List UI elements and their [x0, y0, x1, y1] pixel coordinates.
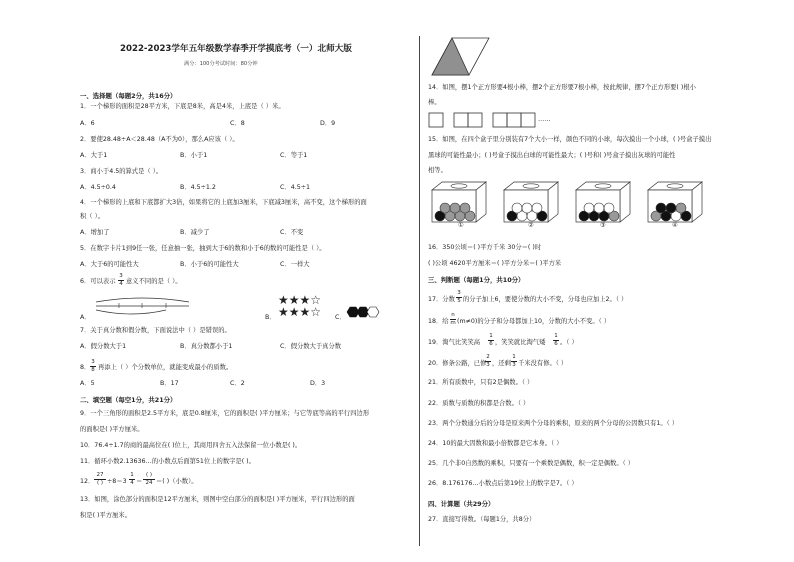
q2-option-b: B．小于1 [180, 152, 208, 159]
q3-option-b: B．4.5÷1.2 [180, 184, 216, 191]
q12-fraction2-numerator: 1 [130, 472, 134, 478]
section-judge-header: 三、判断题（每题1分，共10分） [428, 276, 525, 284]
question-5: 5．在数字卡片1到9任一张，任意抽一张，抽到大于6的数和小于6的数的可能性是（ ）。 [80, 245, 326, 252]
q20-fraction1-numerator: 2 [486, 354, 490, 360]
ball [676, 203, 686, 213]
q4-option-b: B．减少了 [180, 229, 210, 236]
ball [440, 203, 450, 213]
q7-option-b: B．真分数都小于1 [180, 343, 233, 350]
q2-option-c: C．等于1 [280, 152, 308, 159]
question-23: 23．两个分数通分后的分母是原来两个分母的乘积，原来的两个分母的公因数只有1。（ ） [428, 420, 679, 427]
question-20-prefix: 20．修条公路，已修 [428, 360, 487, 367]
question-6-suffix: 意义不同的是（ ）。 [126, 278, 182, 285]
question-24: 24．10的最大因数和最小倍数都是它本身。（ ） [428, 440, 563, 447]
q20-fraction2-denominator: 3 [512, 362, 516, 368]
question-15-line1: 15．如图，在四个盒子里分别装有7个大小一样，颜色不同的小球，每次摸出一个小球，( )号盒子摸出 [428, 136, 712, 143]
q19-fraction1-numerator: 1 [489, 333, 493, 339]
q1-option-c: C．8 [230, 120, 245, 127]
q6-fraction-denominator: 4 [119, 281, 123, 287]
exam-title: 2022-2023学年五年级数学春季开学摸底考（一）北师大版 [120, 44, 352, 54]
q12-fraction2-denominator: 4 [130, 480, 134, 486]
q6-fraction-numerator: 3 [119, 273, 123, 279]
q6-option-b-label: B． [265, 314, 276, 321]
question-14: 14．如图，摆1个正方形要4根小棒，摆2个正方形要7根小棒，按此规律，摆7个正方形要( )根小 [428, 84, 696, 91]
q12-part-d: ＝( )（小数）。 [156, 478, 198, 485]
question-15-line3: 相等。 [428, 167, 447, 174]
ball [460, 203, 470, 213]
q19-fraction2-denominator: 6 [554, 341, 558, 347]
q8-fraction-denominator: 8 [91, 367, 95, 373]
q5-option-b: B．小于6的可能性大 [180, 261, 239, 268]
question-9-line1: 9．一个三角形的面积是2.5平方米，底是0.8厘米，它的面积是( )平方厘米；与它等底等高的平行四边形 [80, 410, 370, 417]
q17-fraction-numerator: 3 [457, 290, 461, 296]
question-19-middle: ，笑笑就比淘气矮 [495, 339, 546, 346]
q8-option-a: A．5 [80, 380, 95, 387]
question-18-prefix: 18．给 [428, 318, 449, 325]
question-19-suffix: 。（ ） [560, 339, 578, 346]
question-3: 3．商小于4.5的算式是（ ）。 [80, 168, 163, 175]
question-15-line2: 黑球的可能性最小；( )号盒子摸出白球的可能性最大；( )号和( )号盒子摸出灰球的可能性 [428, 152, 676, 159]
question-2: 2．要使28.48÷A＜28.48（A不为0），那么A应该（ ）。 [80, 136, 239, 143]
question-7: 7．关于真分数和假分数，下面说法中（ ）是错误的。 [80, 327, 231, 334]
question-16-line2: ( )公顷 4620平方厘米＝( )平方分米＝( )平方米 [428, 260, 562, 267]
question-12-number: 12． [80, 478, 95, 485]
q4-option-a: A．增加了 [80, 229, 110, 236]
question-4-line1: 4．一个梯形的上底和下底都扩大3倍，如果将它的上底加3厘米，下底减3厘米，高不变，这个梯形的面 [80, 199, 367, 206]
question-25: 25．几个非0自然数的乘积，只要有一个乘数是偶数，积一定是偶数。（ ） [428, 460, 635, 467]
q18-fraction-numerator: n [451, 312, 455, 318]
question-21: 21．所有质数中，只有2是偶数。（ ） [428, 379, 534, 386]
box-4-label: ④ [672, 222, 678, 229]
q8-fraction-numerator: 3 [91, 359, 95, 365]
ball [666, 203, 676, 213]
q6-option-b-stars-top: ★★★☆ [278, 293, 322, 307]
section-choice-header: 一、选择题（每题2分，共16分） [80, 92, 177, 100]
q20-fraction2-numerator: 1 [512, 354, 516, 360]
q19-fraction1-denominator: 6 [489, 341, 493, 347]
q8-option-c: C．2 [230, 380, 245, 387]
question-26: 26．8.176176…小数点后第19位上的数字是7。（ ） [428, 480, 578, 487]
q6-option-a-bracket-figure [94, 296, 194, 320]
q2-option-a: A．大于1 [80, 152, 108, 159]
question-18-text: (m≠0)的分子和分母都加上10，分数的大小不变。（ ） [457, 318, 611, 325]
q18-fraction-denominator: m [450, 320, 456, 326]
q14-ellipsis: …… [538, 116, 551, 123]
question-17-prefix: 17．分数 [428, 296, 455, 303]
ball-box-4 [648, 182, 702, 222]
q12-fraction1-denominator: ( ) [96, 480, 104, 486]
q8-option-b: B．17 [160, 380, 179, 387]
ball-box-2 [504, 182, 558, 222]
question-14-cont: 棒。 [428, 99, 441, 106]
ball [594, 203, 604, 213]
q7-option-c: C．假分数大于真分数 [280, 343, 342, 350]
q14-matchstick-squares-figure [428, 112, 548, 130]
ball [584, 203, 594, 213]
q12-part-c: ＝ [136, 478, 143, 485]
ball-box-1 [432, 182, 486, 222]
q12-part-b: ÷8＝3 [107, 478, 127, 485]
question-8-number: 8． [80, 364, 91, 371]
question-13-line1: 13．如图，涂色部分的面积是12平方厘米，则图中空白部分的面积是( )平方厘米，平行四边形的面 [80, 496, 355, 503]
question-19-prefix: 19．淘气比笑笑高 [428, 339, 481, 346]
ball [656, 203, 666, 213]
q13-parallelogram-figure [430, 36, 492, 78]
q3-option-c: C．4.5÷1 [280, 184, 310, 191]
question-20-middle: ，还剩 [492, 360, 511, 367]
question-1: 1．一个梯形的面积是28平方米，下底是8米，高是4米，上底是（ ）米。 [80, 103, 285, 110]
question-8-text: 再添上（ ）个分数单位，就能变成最小的质数。 [98, 364, 233, 371]
question-6-prefix: 6．可以表示 [80, 278, 116, 285]
question-4-line2: 积（ ）。 [80, 213, 105, 220]
section-fill-header: 二、填空题（每空1分，共21分） [80, 396, 177, 404]
exam-subtitle: 满分：100分考试时间：80分钟 [184, 61, 258, 67]
q19-fraction2-numerator: 1 [554, 333, 558, 339]
question-13-line2: 积是( )平方厘米。 [80, 512, 131, 519]
q8-option-d: D．3 [310, 380, 326, 387]
box-3-label: ③ [600, 222, 606, 229]
q17-fraction-denominator: 5 [457, 298, 461, 304]
q6-option-c-label: C． [335, 314, 346, 321]
q1-option-d: D．9 [320, 120, 336, 127]
question-27: 27．直接写得数。（每题1分，共8分） [428, 516, 536, 523]
q12-fraction3-numerator: ( ) [145, 472, 153, 478]
ball [512, 203, 522, 213]
box-1-label: ① [458, 222, 464, 229]
question-10: 10．76.4÷1.7的商的最高位在( )位上，其商用四舍五入法保留一位小数是( )。 [80, 442, 302, 449]
question-11: 11．循环小数2.13636…的小数点后面第51位上的数字是( )。 [80, 458, 255, 465]
q6-option-c-hexagons-figure [345, 305, 381, 321]
q4-option-c: C．不变 [280, 229, 304, 236]
section-calc-header: 四、计算题（共29分） [428, 500, 495, 508]
q5-option-c: C．一样大 [280, 261, 310, 268]
q5-option-a: A．大于6的可能性大 [80, 261, 139, 268]
q12-fraction1-numerator: 27 [96, 472, 104, 478]
q1-option-a: A．6 [80, 120, 95, 127]
ball [522, 203, 532, 213]
question-9-line2: 的面积是( )平方厘米。 [80, 426, 144, 433]
ball [532, 203, 542, 213]
question-17-text: 的分子加上6，要使分数的大小不变，分母也应加上2。（ ） [463, 296, 628, 303]
question-20-suffix: 千米没有修。（ ） [518, 360, 568, 367]
question-22: 22．质数与质数的积都是合数。（ ） [428, 400, 530, 407]
ball [604, 203, 614, 213]
q6-option-b-stars-bottom: ★★★☆ [278, 305, 322, 319]
ball [450, 203, 460, 213]
q6-option-a-label: A． [80, 314, 91, 321]
question-16-line1: 16．350公顷＝( )平方千米 30分＝( )时 [428, 244, 542, 251]
q15-ball-boxes-figure [428, 180, 698, 228]
q20-fraction1-denominator: 3 [486, 362, 490, 368]
box-2-label: ② [528, 222, 534, 229]
q3-option-a: A．4.5÷0.4 [80, 184, 116, 191]
q7-option-a: A．假分数大于1 [80, 343, 127, 350]
column-divider [419, 36, 420, 546]
q12-fraction3-denominator: 24 [145, 480, 153, 486]
ball-box-3 [576, 182, 630, 222]
